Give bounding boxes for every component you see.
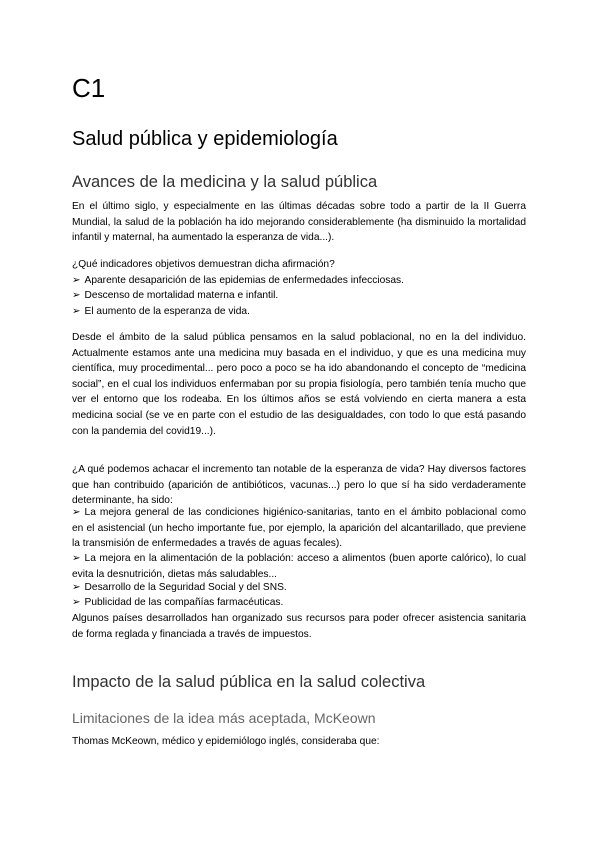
paragraph-intro: En el último siglo, y especialmente en las últimas décadas sobre todo a partir de la II Guerra Mundial, la salud de la población ha ido mejorando considerablemente (ha disminuido la mortalidad infantil y maternal, ha aumentado la esperanza de vida...).	[72, 201, 526, 244]
factor-higiene: ➢ La mejora general de las condiciones higiénico-sanitarias, tanto en el ámbito poblacional como en el asistencial (un hecho importante fue, por ejemplo, la aparición del alcantarillado, que previene la transmisión de enfermedades a través de aguas fecales).	[72, 505, 526, 552]
factor-publicidad: ➢ Publicidad de las compañías farmacéuticas.	[72, 595, 526, 611]
paragraph-mckeown: Thomas McKeown, médico y epidemiólogo inglés, consideraba que:	[72, 736, 380, 747]
indicator-item: ➢ Aparente desaparición de las epidemias de enfermedades infecciosas.	[72, 273, 526, 289]
indicator-item: ➢ El aumento de la esperanza de vida.	[72, 304, 526, 320]
indicators-question: ¿Qué indicadores objetivos demuestran dicha afirmación?	[72, 259, 335, 270]
subsection-heading-mckeown: Limitaciones de la idea más aceptada, McKeown	[72, 710, 376, 726]
paragraph-salud-poblacional: Desde el ámbito de la salud pública pensamos en la salud poblacional, no en la del individuo. Actualmente estamos ante una medicina muy basada en el individuo, y que es una medicina muy científica, muy procedimental... pero poco a poco se ha ido abandonando el concepto de “medicina social”, en el cual los individuos enfermaban por su propia fisiología, pero también tenía mucho que ver el entorno que los rodeaba. En los últimos años se está volviendo en cierta manera a esta medicina social (se ve en parte con el estudio de las desigualdades, con todo lo que está pasando con la pandemia del covid19...).	[72, 332, 526, 437]
paragraph-paises-desarrollados: Algunos países desarrollados han organizado sus recursos para poder ofrecer asistencia sanitaria de forma reglada y financiada a través de impuestos.	[72, 613, 526, 640]
section-heading-impacto: Impacto de la salud pública en la salud colectiva	[72, 673, 426, 691]
paragraph-esperanza-vida: ¿A qué podemos achacar el incremento tan notable de la esperanza de vida? Hay diversos factores que han contribuido (aparición de antibióticos, vacunas...) pero lo que sí ha sido verdaderamente determinante, ha sido:	[72, 464, 526, 507]
page-title: Salud pública y epidemiología	[72, 128, 338, 150]
indicator-item: ➢ Descenso de mortalidad materna e infantil.	[72, 288, 526, 304]
section-heading-avances: Avances de la medicina y la salud pública	[72, 173, 378, 191]
factor-seguridad-social: ➢ Desarrollo de la Seguridad Social y del SNS.	[72, 580, 526, 596]
factor-alimentacion: ➢ La mejora en la alimentación de la población: acceso a alimentos (buen aporte calórico), lo cual evita la desnutrición, dietas más saludables...	[72, 551, 526, 582]
indicators-list	[72, 257, 526, 319]
chapter-heading: C1	[72, 73, 106, 103]
